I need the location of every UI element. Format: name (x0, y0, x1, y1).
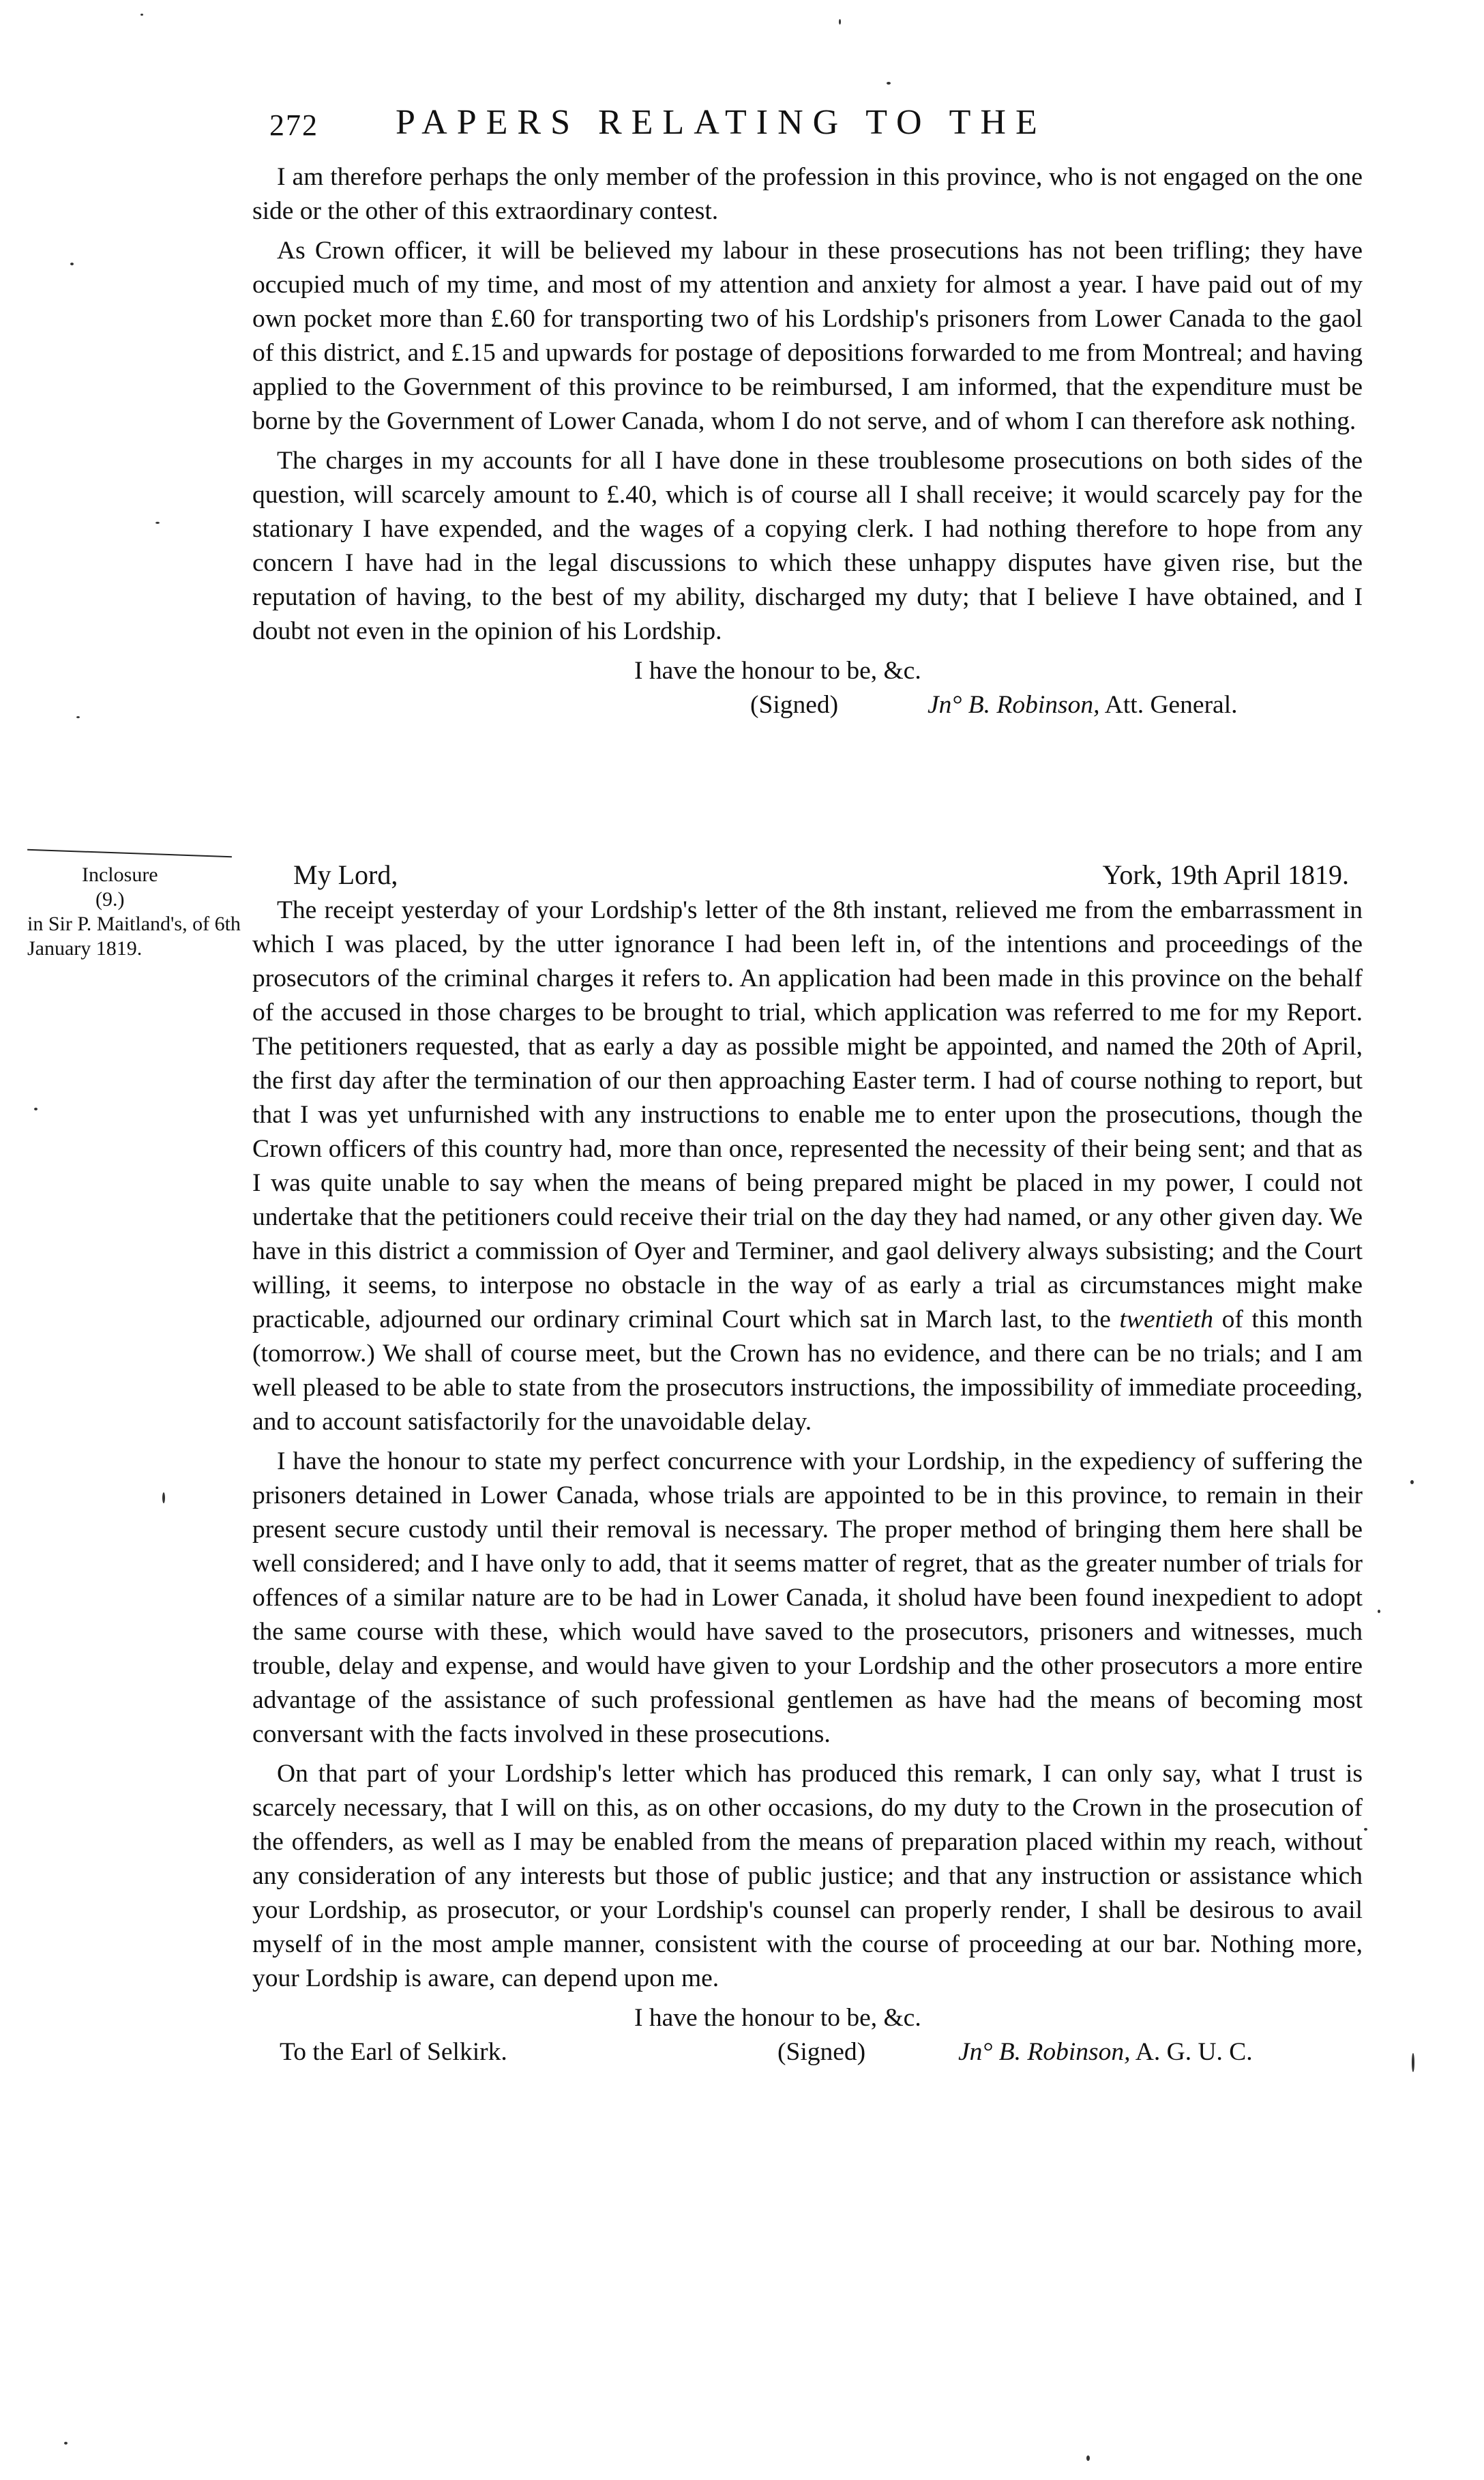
letter-heading (252, 858, 1363, 894)
signer-name: Jn° B. Robinson, (958, 2038, 1131, 2066)
margin-note-text: in Sir P. Maitland's, of 6th January 1819. (27, 913, 241, 960)
page-number: 272 (269, 108, 318, 142)
scan-speck (162, 1492, 165, 1503)
scan-speck (1364, 1828, 1367, 1831)
scan-speck (1378, 1610, 1380, 1613)
signed-label: (Signed) (777, 2038, 866, 2066)
paragraph: On that part of your Lordship's letter which has produced this remark, I can only say, what I trust is scarcely necessary, that I will on this, as on other occasions, do my duty to the Crown in the prosecution of the offenders, as well as I may be enabled from the means of preparation placed within my reach, without any consideration of any interests but those of public justice; and that any instruction or assistance which your Lordship, as prosecutor, or your Lordship's counsel can properly render, I shall be desirous to avail myself of in the most ample manner, consistent with the course of proceeding at our bar. Nothing more, your Lordship is aware, can depend upon me. (252, 1760, 1363, 1992)
paragraph (252, 894, 1363, 1439)
closing-text: I have the honour to be, &c. (634, 657, 921, 685)
signer (928, 688, 1238, 722)
scan-speck (76, 716, 80, 718)
salutation: My Lord, (293, 859, 398, 890)
margin-note-number: (9.) (95, 888, 125, 911)
scan-speck (839, 19, 841, 25)
closing-line (252, 654, 1363, 688)
scan-speck (70, 263, 74, 265)
signer (958, 2035, 1253, 2069)
margin-rule (27, 849, 232, 857)
scan-speck (1410, 1480, 1414, 1484)
signer-title: A. G. U. C. (1135, 2038, 1253, 2066)
emphasis-text: twentieth (1119, 1305, 1213, 1333)
scan-speck (155, 522, 160, 524)
signer-name: Jn° B. Robinson, (928, 691, 1100, 719)
letter-two (252, 858, 1363, 2071)
scan-speck (34, 1108, 38, 1110)
paragraph-text: The receipt yesterday of your Lordship's letter of the 8th instant, relieved me from the embarrassment in which I was placed, by the utter ignorance I had been left in, of the intentions and proceedings of the prosecutors of the criminal charges it refers to. An application had been made in this province on the behalf of the accused in those charges to be brought to trial, which application was referred to me for my Report. The petitioners requested, that as early a day as possible might be appointed, and named the 20th of April, the first day after the termination of our then approaching Easter term. I had of course nothing to report, but that I was yet unfurnished with any instructions to enable me to enter upon the prosecutions, though the Crown officers of this country had, more than once, represented the necessity of their being sent; and that as I was quite unable to say when the means of being prepared might be placed in my power, I could not undertake that the petitioners could receive their trial on the day they had named, or any other given day. We have in this district a commission of Oyer and Terminer, and gaol delivery always subsisting; and the Court willing, it seems, to interpose no obstacle in the way of as early a trial as circumstances might make practicable, adjourned our ordinary criminal Court which sat in March last, to the (252, 896, 1363, 1333)
scan-speck (1086, 2455, 1090, 2461)
letter-one (252, 160, 1363, 722)
signed-label: (Signed) (750, 691, 839, 719)
margin-note (27, 863, 246, 961)
place-date: York, 19th April 1819. (1102, 859, 1349, 890)
scan-speck (140, 14, 143, 16)
paragraph: The charges in my accounts for all I have done in these troublesome prosecutions on both sides of the question, will scarcely amount to £.40, which is of course all I shall receive; it would scarcely pay for the stationary I have expended, and the wages of a copying clerk. I had nothing therefore to hope from any concern I have had in the legal discussions to which these unhappy disputes have given rise, but the reputation of having, to the best of my ability, discharged my duty; that I believe I have obtained, and I doubt not even in the opinion of his Lordship. (252, 447, 1363, 645)
paragraph: I have the honour to state my perfect concurrence with your Lordship, in the expediency of suffering the prisoners detained in Lower Canada, whose trials are appointed to be in this province, to remain in their present secure custody until their removal is necessary. The proper method of bringing them here shall be well considered; and I have only to add, that it seems matter of regret, that as the greater number of trials for offences of a similar nature are to be had in Lower Canada, it sholud have been found inexpedient to adopt the same course with these, which would have saved to the prosecutors, prisoners and witnesses, much trouble, delay and expense, and would have given to your Lordship and the other prosecutors a more entire advantage of the assistance of such professional gentlemen as have had the means of becoming most conversant with the facts involved in these prosecutions. (252, 1447, 1363, 1748)
paragraph: I am therefore perhaps the only member of the profession in this province, who is not engaged on the one side or the other of this extraordinary contest. (252, 163, 1363, 225)
signature-line (252, 2035, 1363, 2071)
scan-speck (887, 82, 891, 85)
signature-line (252, 688, 1363, 722)
closing-line (252, 2001, 1363, 2035)
addressee: To the Earl of Selkirk. (280, 2038, 507, 2066)
closing-text: I have the honour to be, &c. (634, 2004, 921, 2032)
margin-note-label: Inclosure (82, 863, 158, 886)
page-header (269, 102, 1357, 150)
paragraph-text: of this month (tomorrow.) We shall of course meet, but the Crown has no evidence, and there can be no trials; and I am well pleased to be able to state from the prosecutors instructions, the impossibility of immediate proceeding, and to account satisfactorily for the unavoidable delay. (252, 1305, 1363, 1436)
paragraph: As Crown officer, it will be believed my labour in these prosecutions has not been trifling; they have occupied much of my time, and most of my attention and anxiety for almost a year. I have paid out of my own pocket more than £.60 for transporting two of his Lordship's prisoners from Lower Canada to the gaol of this district, and £.15 and upwards for postage of depositions forwarded to me from Montreal; and having applied to the Government of this province to be reimbursed, I am informed, that the expenditure must be borne by the Government of Lower Canada, whom I do not serve, and of whom I can therefore ask nothing. (252, 237, 1363, 435)
scan-speck (1412, 2053, 1414, 2072)
running-head: PAPERS RELATING TO THE (396, 103, 1047, 142)
scan-speck (64, 2442, 68, 2445)
signer-title: Att. General. (1104, 691, 1238, 719)
